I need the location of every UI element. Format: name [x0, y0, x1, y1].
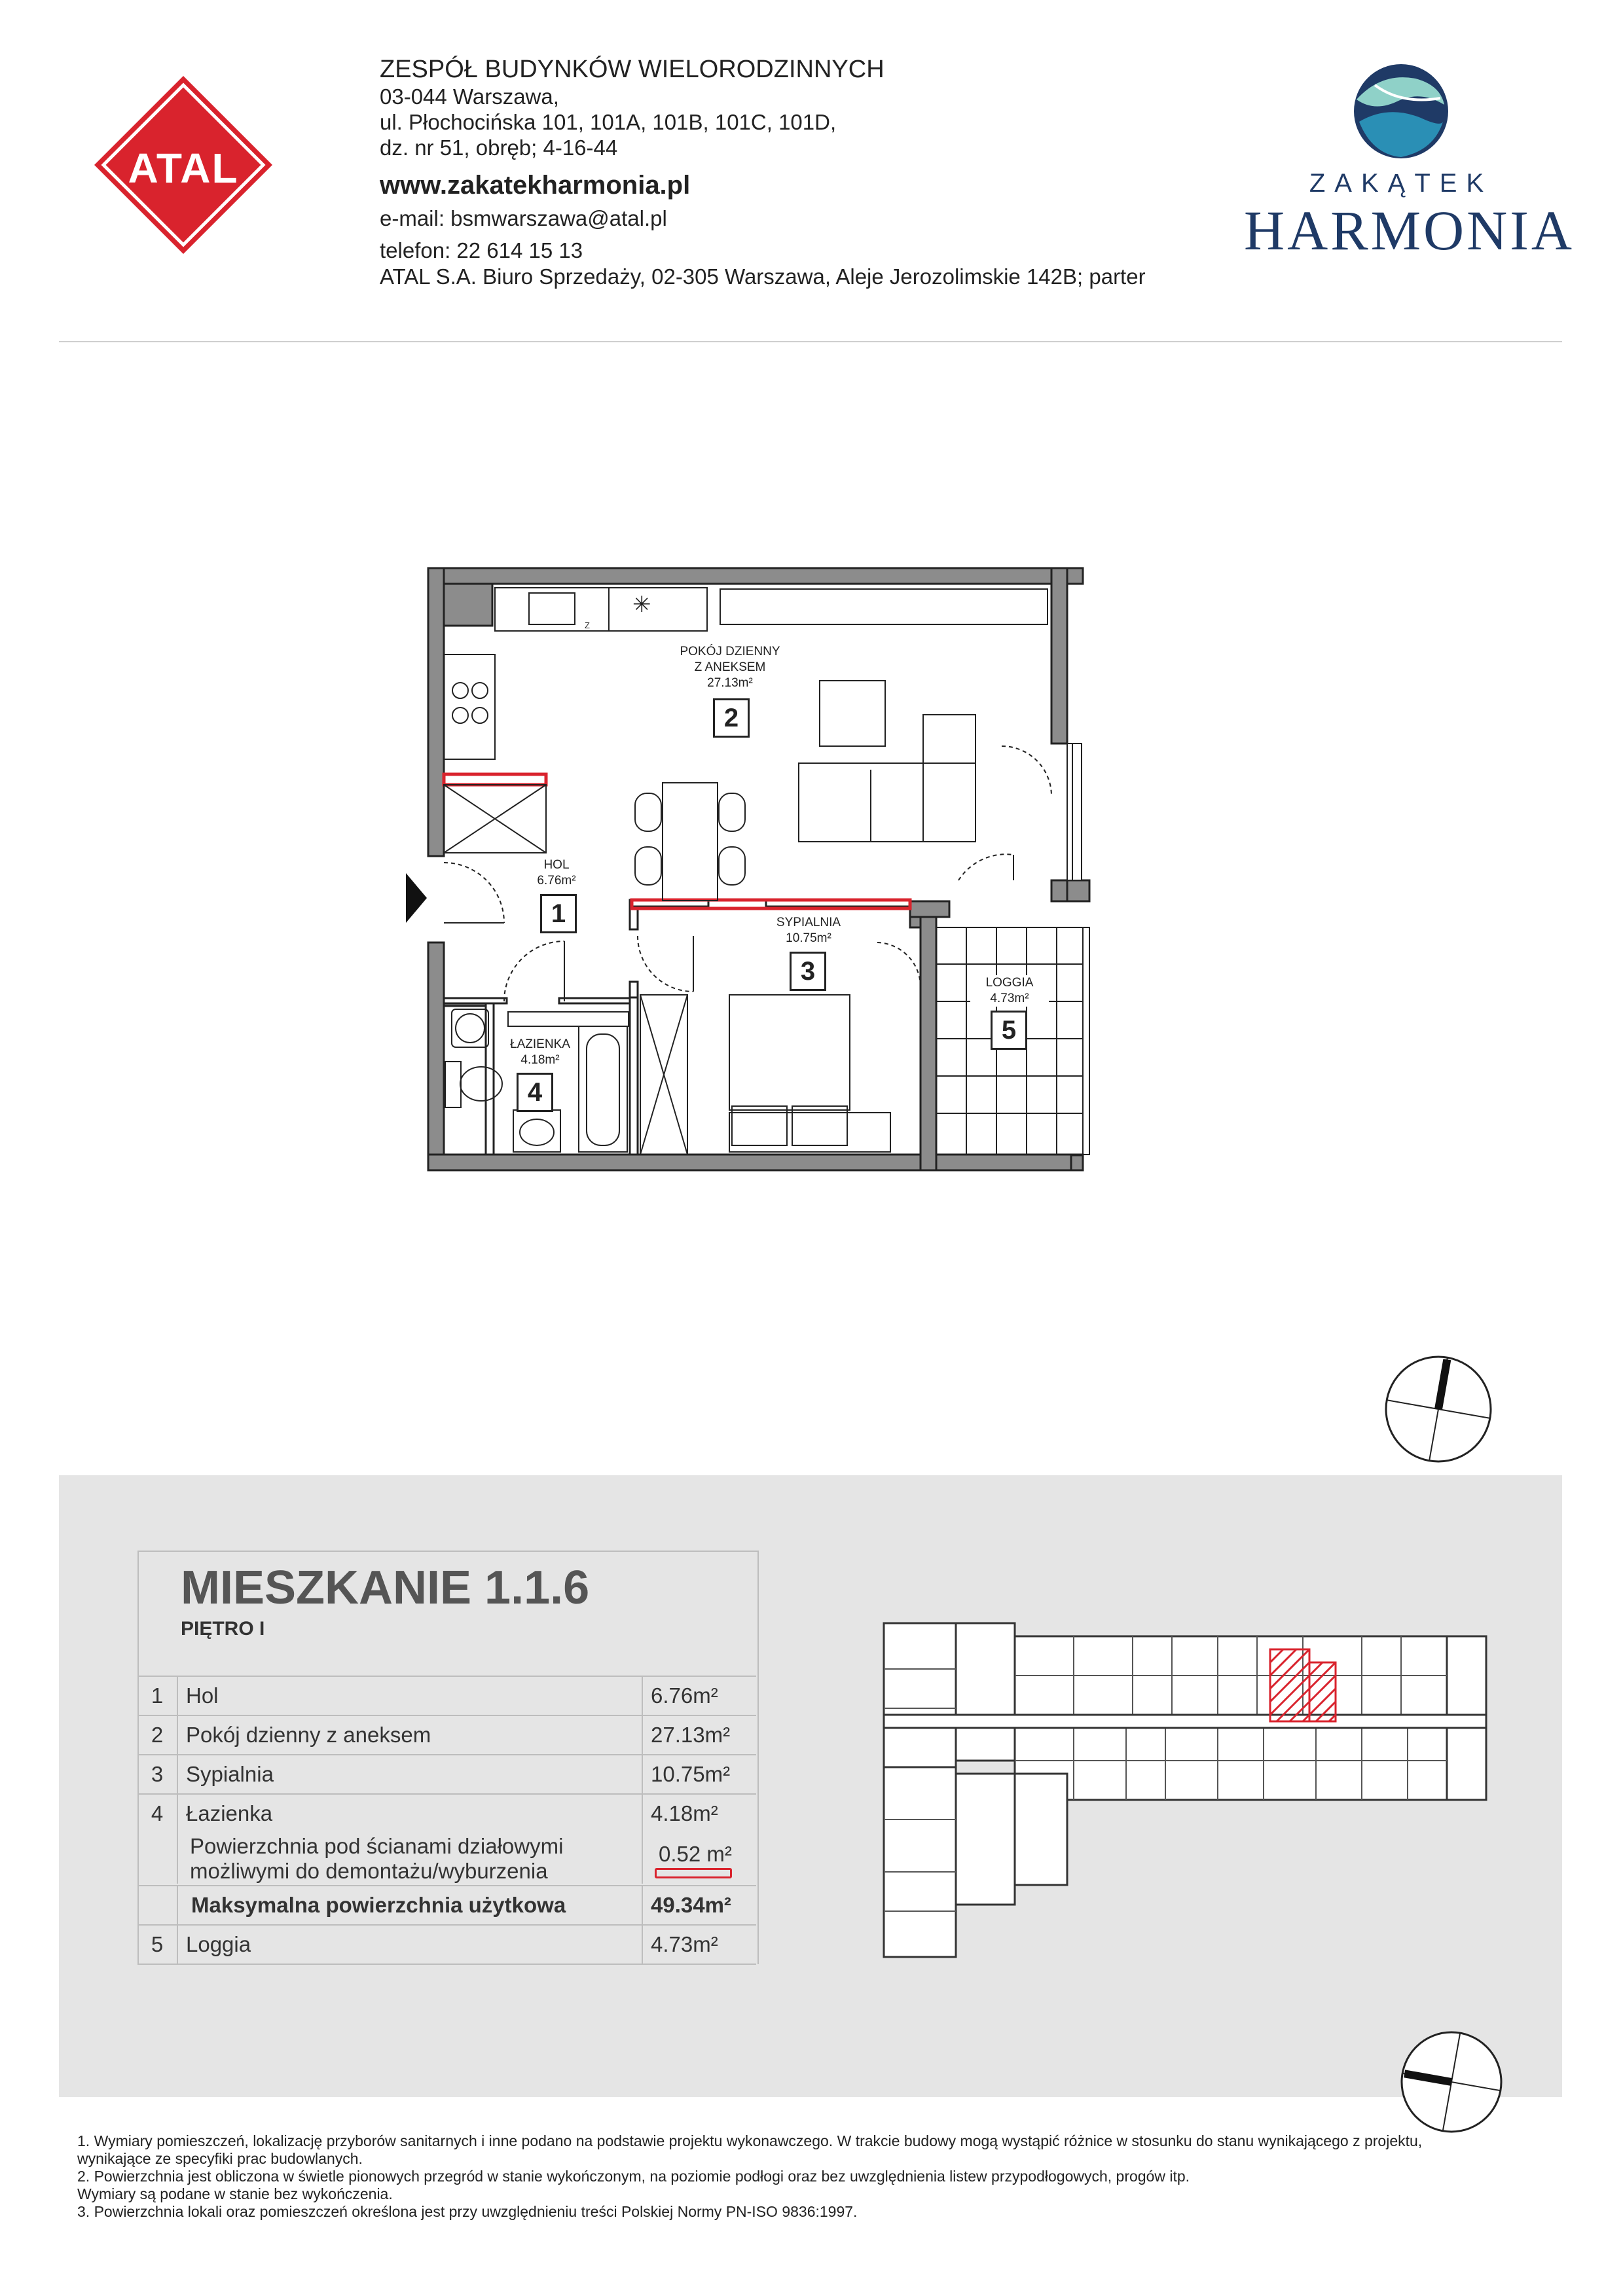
header-address-street: ul. Płochocińska 101, 101A, 101B, 101C, 101D, [380, 110, 837, 134]
room-label-2 [661, 644, 799, 691]
room-4-name: ŁAZIENKA [510, 1037, 570, 1051]
table-row [137, 1793, 756, 1833]
compass-icon [1398, 2029, 1504, 2135]
max-area-label: Maksymalna powierzchnia użytkowa [191, 1893, 566, 1917]
row-name: Loggia [186, 1932, 251, 1956]
footnote-line: 3. Powierzchnia lokali oraz pomieszczeń określona jest przy uwzględnieniu treści Polskiej Normy PN-ISO 9836:1997. [77, 2203, 858, 2220]
table-row [137, 1754, 756, 1793]
partition-legend-swatch [655, 1868, 732, 1878]
row-num: 1 [137, 1677, 178, 1715]
header-plot: dz. nr 51, obręb; 4-16-44 [380, 135, 618, 160]
room-3-area: 10.75m² [786, 931, 831, 945]
partition-label-line1: Powierzchnia pod ścianami działowymi [190, 1834, 564, 1858]
room-1-area: 6.76m² [537, 874, 576, 888]
room-number-3: 3 [790, 952, 826, 991]
row-area: 4.18m² [642, 1795, 762, 1833]
compass-icon [1383, 1354, 1494, 1465]
room-5-name: LOGGIA [985, 976, 1034, 990]
partition-area: 0.52 m² [659, 1842, 732, 1866]
room-2-name-line1: POKÓJ DZIENNY [680, 645, 780, 658]
room-2-name-line2: Z ANEKSEM [694, 660, 766, 674]
apartment-floor: PIĘTRO I [181, 1618, 265, 1640]
atal-logo [90, 72, 276, 258]
room-number-1: 1 [540, 894, 577, 933]
row-num: 2 [137, 1716, 178, 1754]
header-divider [59, 341, 1562, 342]
room-label-5 [970, 975, 1049, 1007]
room-number-5: 5 [991, 1011, 1027, 1050]
header-title: ZESPÓŁ BUDYNKÓW WIELORODZINNYCH [380, 56, 884, 83]
row-area: 6.76m² [642, 1677, 762, 1715]
entrance-arrow-icon [406, 873, 427, 923]
table-row [137, 1676, 756, 1715]
max-area-row [137, 1885, 756, 1924]
max-area-value: 49.34m² [642, 1886, 762, 1924]
room-number-4: 4 [517, 1073, 553, 1112]
row-name: Pokój dzienny z aneksem [186, 1723, 431, 1747]
room-number-2: 2 [713, 698, 750, 738]
building-key-plan [864, 1610, 1519, 1977]
max-area-row-num-cell [137, 1886, 178, 1924]
partition-row [137, 1831, 756, 1884]
harmonia-logo [1244, 59, 1575, 262]
email-link[interactable]: e-mail: bsmwarszawa@atal.pl [380, 206, 667, 230]
footnote-line: wynikające ze specyfiki prac budowlanych. [77, 2150, 363, 2167]
sales-office: ATAL S.A. Biuro Sprzedaży, 02-305 Warszawa, Aleje Jerozolimskie 142B; parter [380, 264, 1146, 289]
room-2-area: 27.13m² [707, 676, 753, 690]
table-row [137, 1715, 756, 1754]
row-area: 4.73m² [642, 1926, 762, 1964]
harmonia-logo-line1: ZAKĄTEK [1309, 169, 1493, 198]
table-row [137, 1924, 756, 1965]
row-num: 5 [137, 1926, 178, 1964]
harmonia-logo-line2: HARMONIA [1244, 199, 1575, 262]
row-area: 27.13m² [642, 1716, 762, 1754]
room-3-name: SYPIALNIA [776, 916, 841, 929]
partition-label-line2: możliwymi do demontażu/wyburzenia [190, 1859, 548, 1883]
row-name: Sypialnia [186, 1762, 274, 1786]
footnote-line: Wymiary są podane w stanie bez wykończenia. [77, 2185, 393, 2202]
row-num: 4 [137, 1795, 178, 1833]
row-area: 10.75m² [642, 1755, 762, 1793]
hob-icon: ✳ [632, 592, 651, 617]
kitchen-mark: Z [585, 620, 590, 630]
footnote-line: 1. Wymiary pomieszczeń, lokalizację przyborów sanitarnych i inne podano na podstawie projektu wykonawczego. W trakcie budowy mogą wystąpić różnice w stosunku do stanu wynikającego z projektu, [77, 2132, 1423, 2149]
row-name: Hol [186, 1683, 219, 1708]
partition-row-num-cell [137, 1831, 178, 1884]
website-link[interactable]: www.zakatekharmonia.pl [380, 171, 691, 200]
atal-logo-text: ATAL [128, 145, 239, 192]
room-label-1 [524, 857, 589, 889]
room-4-area: 4.18m² [520, 1053, 560, 1067]
room-5-area: 4.73m² [990, 992, 1029, 1005]
room-label-3 [759, 915, 858, 946]
room-1-name: HOL [543, 858, 570, 872]
harmonia-emblem-icon [1244, 59, 1558, 164]
row-num: 3 [137, 1755, 178, 1793]
footnotes [77, 2132, 1550, 2221]
room-label-4 [498, 1037, 583, 1068]
footnote-line: 2. Powierzchnia jest obliczona w świetle pionowych przegród w stanie wykończonym, na poziomie podłogi oraz bez uwzględnienia listew przypodłogowych, progów itp. [77, 2168, 1190, 2185]
header-address-city: 03-044 Warszawa, [380, 84, 559, 109]
row-name: Łazienka [186, 1801, 273, 1825]
phone-number[interactable]: telefon: 22 614 15 13 [380, 238, 583, 262]
apartment-title: MIESZKANIE 1.1.6 [181, 1562, 590, 1614]
partition-value-cell [642, 1831, 762, 1884]
